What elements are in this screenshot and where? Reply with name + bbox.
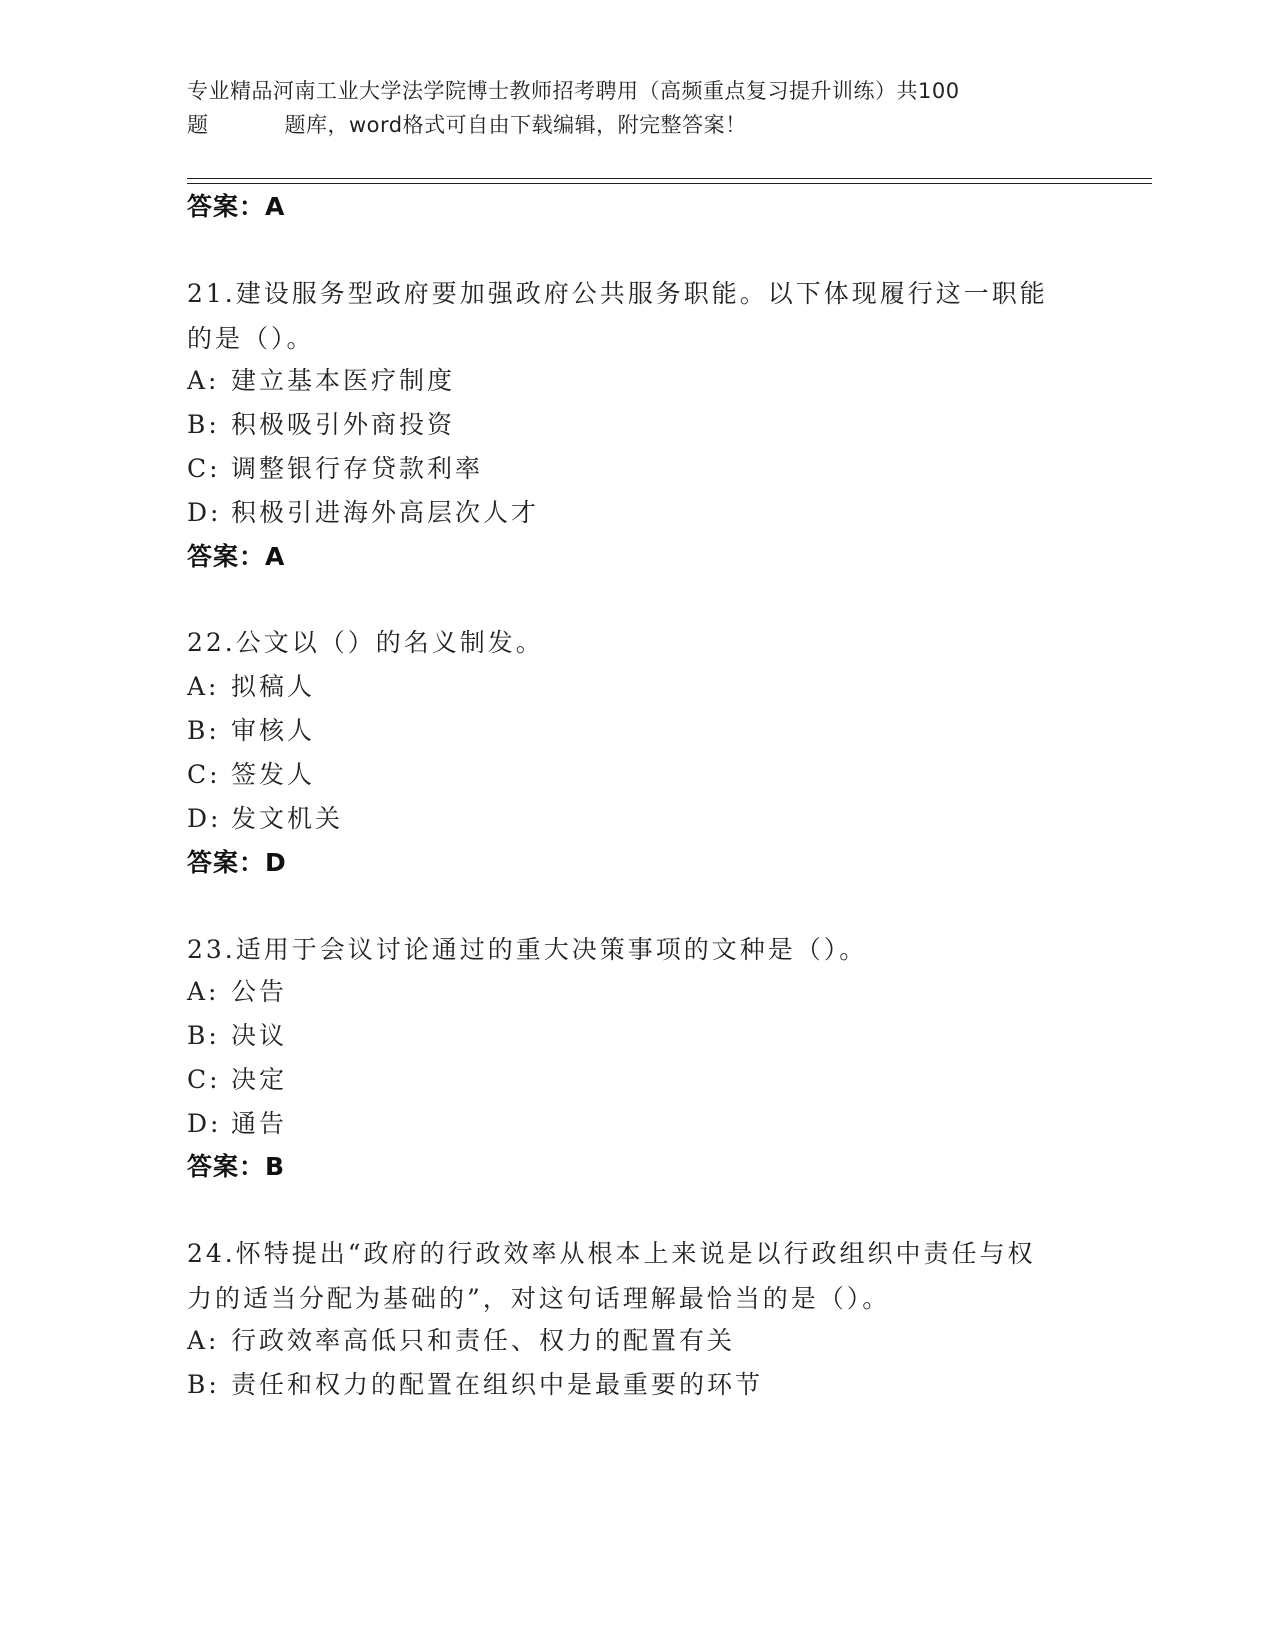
question-23-stem [187, 927, 1087, 972]
question-21-option-c: C: 调整银行存贷款利率 [187, 454, 484, 483]
question-22-option-d: D: 发文机关 [187, 804, 344, 833]
question-22-stem [187, 620, 1087, 665]
question-23-option-c: C: 决定 [187, 1065, 288, 1094]
question-24-stem-line-2: 力的适当分配为基础的”，对这句话理解最恰当的是（）。 [187, 1284, 891, 1313]
page-header [187, 74, 1087, 142]
header-line-2 [187, 108, 1087, 142]
question-21-option-d: D: 积极引进海外高层次人才 [187, 498, 540, 527]
question-22-option-b: B: 审核人 [187, 716, 316, 745]
answer-prev: 答案：A [187, 192, 286, 221]
question-21-stem-line-2: 的是（）。 [187, 324, 315, 353]
question-24-stem [187, 1231, 1087, 1321]
question-22-stem-line-1: 22.公文以（）的名义制发。 [187, 628, 544, 657]
question-23-option-b: B: 决议 [187, 1021, 288, 1050]
question-22-option-c: C: 签发人 [187, 760, 316, 789]
question-21-answer: 答案：A [187, 542, 286, 571]
question-23-option-d: D: 通告 [187, 1109, 288, 1138]
question-23-stem-line-1: 23.适用于会议讨论通过的重大决策事项的文种是（）。 [187, 935, 868, 964]
header-line-2-start: 题 [187, 113, 209, 137]
question-21-stem-line-1: 21.建设服务型政府要加强政府公共服务职能。以下体现履行这一职能 [187, 279, 1048, 308]
header-line-2-rest: 题库，word格式可自由下载编辑，附完整答案！ [284, 113, 747, 137]
question-23-answer: 答案：B [187, 1152, 286, 1181]
header-rule-top [187, 178, 1152, 179]
question-22-option-a: A: 拟稿人 [187, 672, 316, 701]
question-21-stem [187, 271, 1087, 361]
header-line-1: 专业精品河南工业大学法学院博士教师招考聘用（高频重点复习提升训练）共100 [187, 79, 960, 103]
question-24-option-b: B: 责任和权力的配置在组织中是最重要的环节 [187, 1370, 764, 1399]
header-rule-bottom [187, 183, 1152, 184]
question-24-stem-line-1: 24.怀特提出“政府的行政效率从根本上来说是以行政组织中责任与权 [187, 1239, 1036, 1268]
question-22-answer: 答案：D [187, 848, 287, 877]
question-21-option-b: B: 积极吸引外商投资 [187, 410, 456, 439]
question-21-option-a: A: 建立基本医疗制度 [187, 366, 456, 395]
question-23-option-a: A: 公告 [187, 977, 288, 1006]
question-24-option-a: A: 行政效率高低只和责任、权力的配置有关 [187, 1326, 736, 1355]
